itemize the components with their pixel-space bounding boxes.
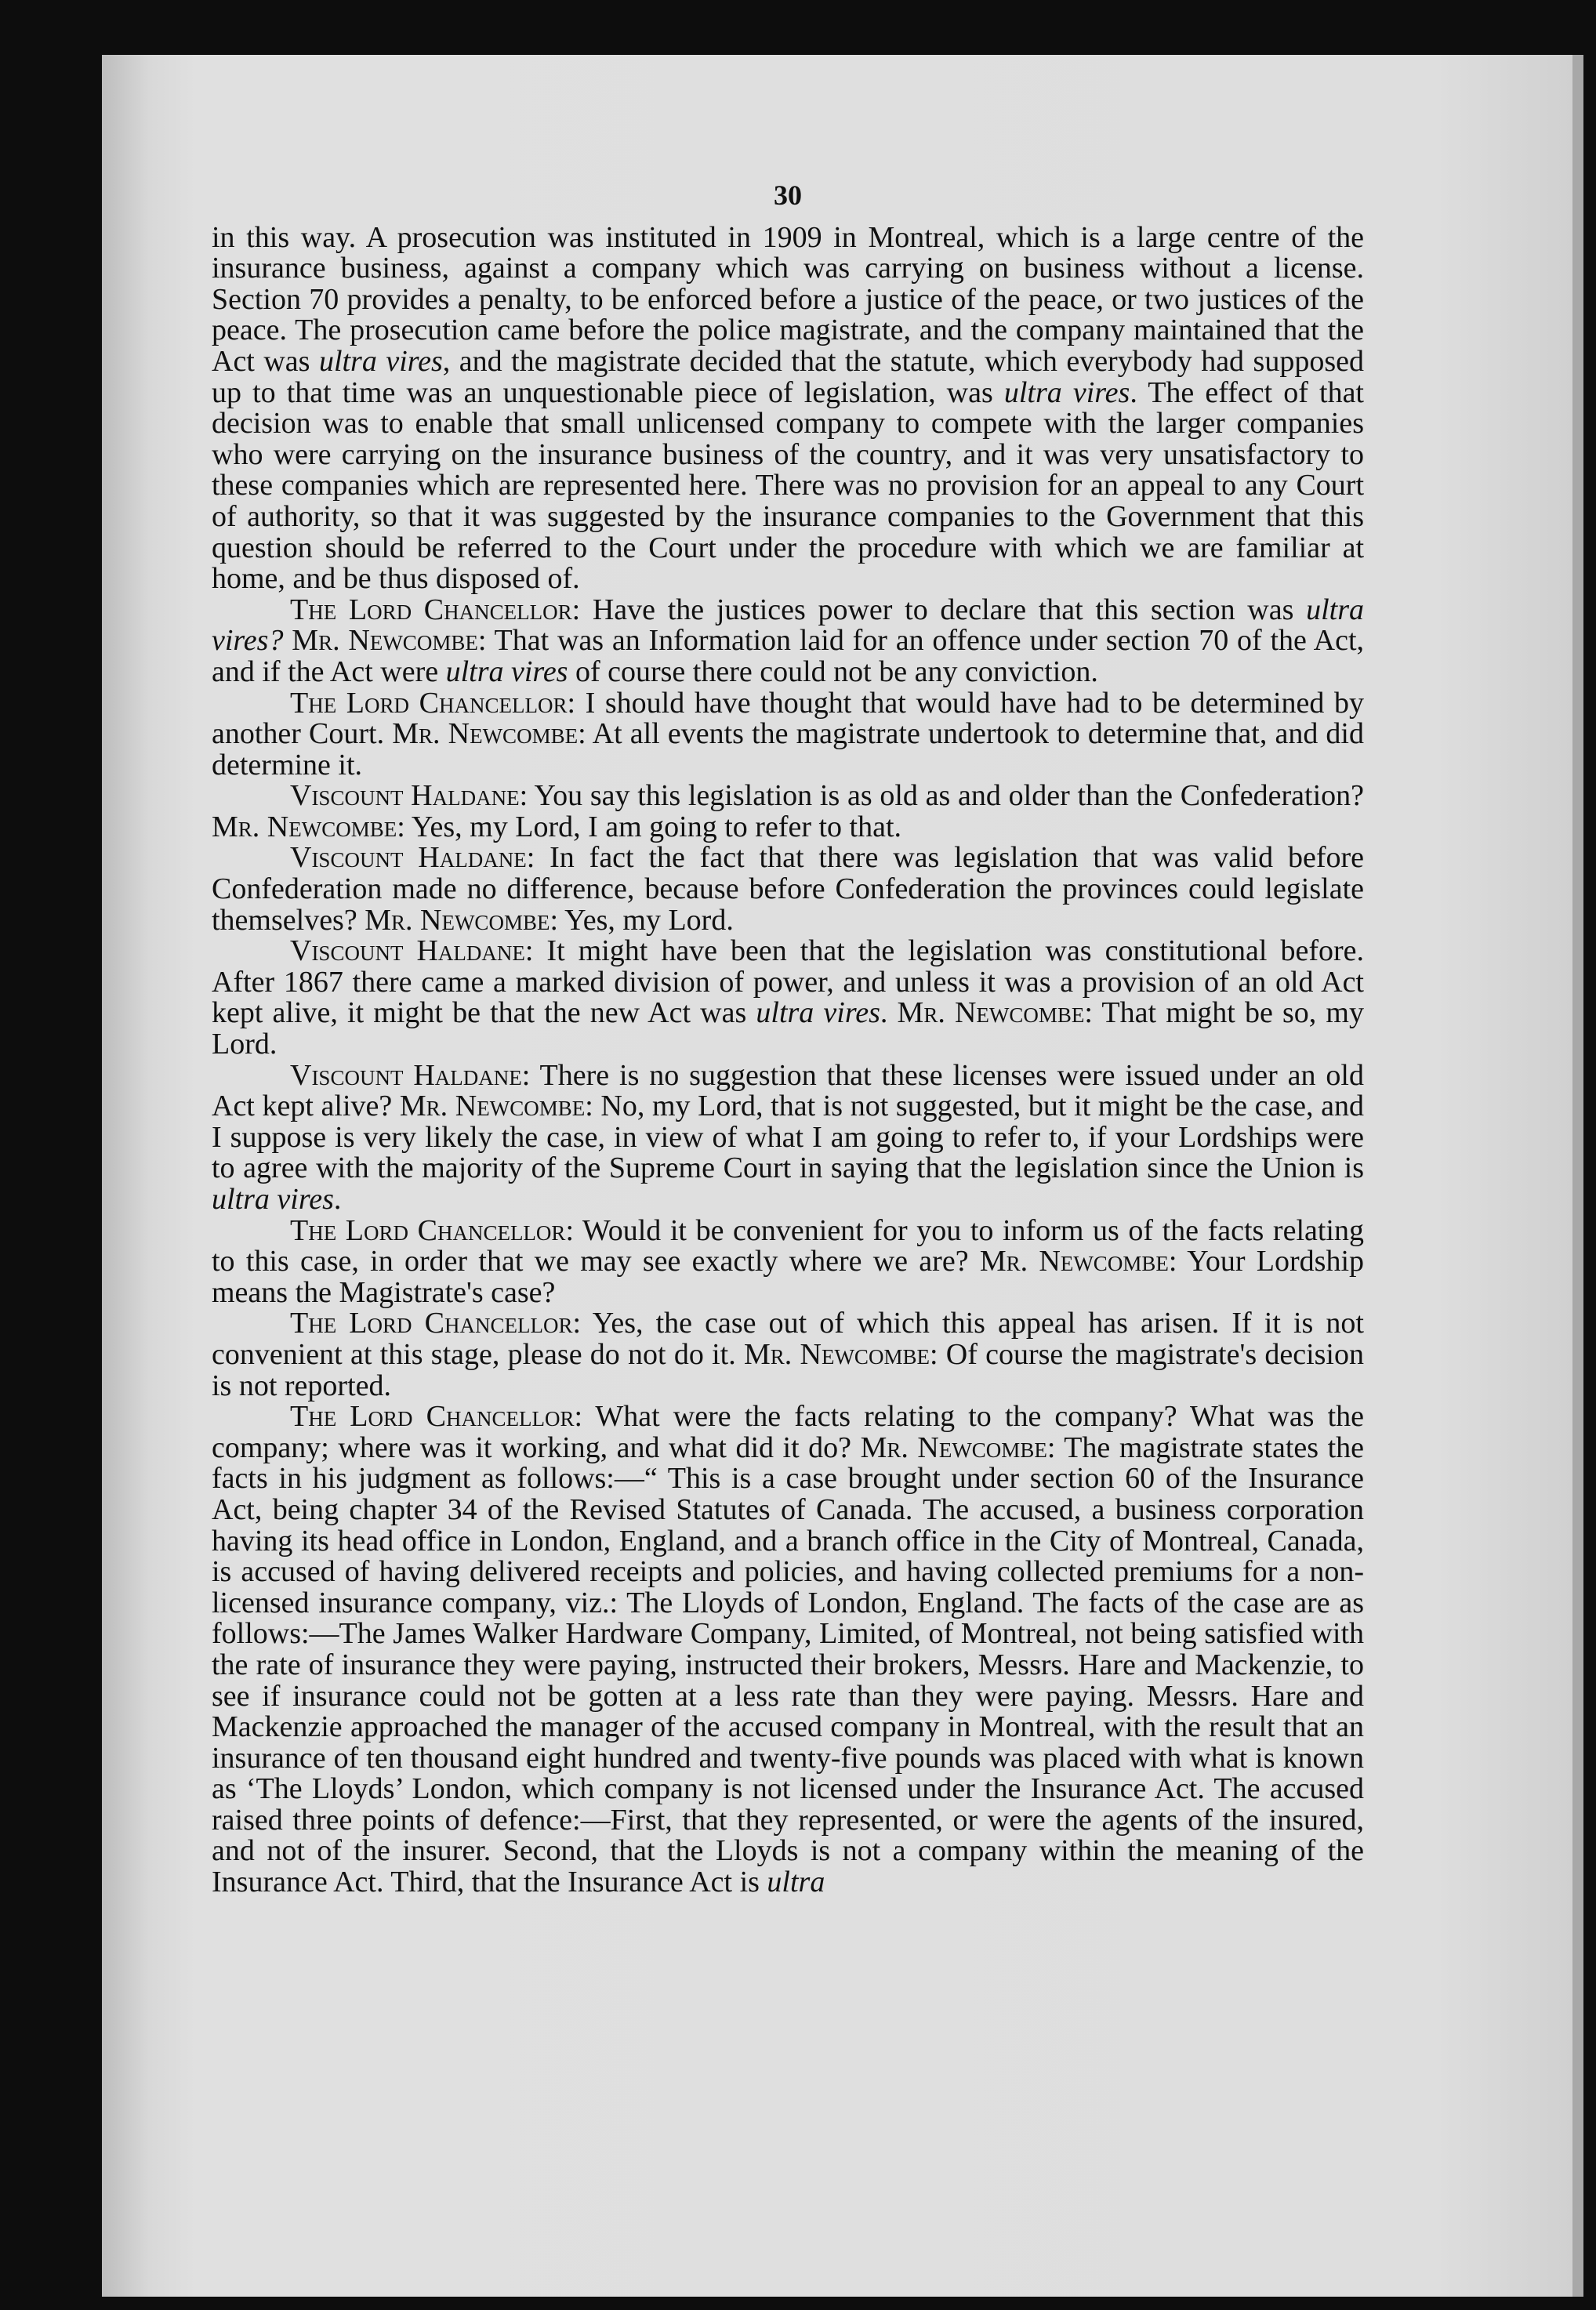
- paragraph: [212, 688, 1364, 781]
- italic-text: ultra vires: [318, 344, 443, 378]
- speaker-name: The Lord Chancellor: [290, 686, 568, 720]
- text-block: [212, 180, 1364, 1898]
- text-segment: of course there could not be any conviction.: [568, 655, 1098, 688]
- text-segment: : I should have thought that would have had to be determined by another Court.: [212, 686, 1364, 751]
- italic-text: ultra vires: [1003, 375, 1130, 409]
- speaker-name: The Lord Chancellor: [290, 593, 572, 626]
- text-segment: : That was an Information laid for an offence under section 70 of the Act, and if the Act were: [212, 624, 1365, 688]
- text-segment: : Yes, the case out of which this appeal has arisen. If it is not convenient at this stage, please do not do it.: [212, 1307, 1364, 1371]
- speaker-name: Mr. Newcombe: [897, 996, 1085, 1030]
- text-segment: : You say this legislation is as old as and older than the Confederation?: [519, 779, 1365, 813]
- italic-text: ultra vires: [445, 655, 568, 688]
- speaker-name: Mr. Newcombe: [979, 1245, 1169, 1278]
- paragraph: [212, 781, 1364, 843]
- text-segment: : It might have been that the legislation was constitutional before. After 1867 there came a marked division of power, and unless it was a provision of an old Act kept alive, it might be that the new Act was: [212, 934, 1364, 1030]
- italic-text: ultra: [767, 1866, 825, 1899]
- page-edge: [1572, 55, 1583, 2297]
- text-segment: : Would it be convenient for you to inform us of the facts relating to this case, in order that we may see exactly where we are?: [212, 1213, 1364, 1278]
- paragraph: [212, 220, 1364, 596]
- speaker-name: Viscount Haldane: [290, 1058, 522, 1092]
- speaker-name: Viscount Haldane: [290, 779, 520, 813]
- speaker-name: Mr. Newcombe: [212, 810, 397, 843]
- speaker-name: Mr. Newcombe: [743, 1337, 930, 1371]
- italic-text: ultra vires: [756, 996, 880, 1030]
- text-segment: : The magistrate states the facts in his judgment as follows:—“ This is a case brought under section 60 of the Insurance Act, being chapter 34 of the Revised Statutes of Canada. The accused, a business corporation having its head office in London, England, and a branch office in the City of Montreal, Canada, is accused of having delivered receipts and policies, and having collected premiums for a non-licensed insurance company, viz.: The Lloyds of London, England. The facts of the case are as follows:—The James Walker Hardware Company, Limited, of Montreal, not being satisfied with the rate of insurance they were paying, instructed their brokers, Messrs. Hare and Mackenzie, to see if insurance could not be gotten at a less rate than they were paying. Messrs. Hare and Mackenzie approached the manager of the accused company in Montreal, with the result that an insurance of ten thousand eight hundred and twenty-five pounds was placed with what is known as ‘The Lloyds’ London, which company is not licensed under the Insurance Act. The accused raised three points of defence:—First, that they represented, or were the agents of the insured, and not of the insurer. Second, that the Lloyds is not a company within the meaning of the Insurance Act. Third, that the Insurance Act is: [212, 1431, 1364, 1899]
- speaker-name: Mr. Newcombe: [292, 624, 478, 658]
- text-segment: : That might be so, my Lord.: [212, 996, 1364, 1061]
- paragraph: [212, 1308, 1364, 1402]
- text-segment: : In fact the fact that there was legislation that was valid before Confederation made no difference, because before Confederation the provinces could legislate themselves?: [212, 841, 1364, 937]
- text-segment: : There is no suggestion that these licenses were issued under an old Act kept alive?: [212, 1058, 1364, 1123]
- page-number: 30: [774, 180, 802, 211]
- text-segment: : Yes, my Lord.: [550, 903, 734, 937]
- text-segment: .: [333, 1183, 342, 1216]
- paragraph: [212, 595, 1364, 688]
- text-segment: [283, 624, 292, 657]
- text-segment: : Have the justices power to declare that this section was: [571, 593, 1307, 626]
- text-segment: , and the magistrate decided that the statute, which everybody had supposed up to that time was an unquestionable piece of legislation, was: [212, 344, 1364, 409]
- paragraph: [212, 1402, 1364, 1898]
- text-segment: : At all events the magistrate undertook to determine that, and did determine it.: [212, 717, 1364, 781]
- speaker-name: Mr. Newcombe: [860, 1431, 1047, 1464]
- text-segment: : Yes, my Lord, I am going to refer to that.: [397, 810, 902, 843]
- speaker-name: Viscount Haldane: [290, 934, 525, 968]
- speaker-name: Mr. Newcombe: [365, 903, 550, 937]
- paragraph: [212, 1058, 1364, 1216]
- speaker-name: Mr. Newcombe: [399, 1090, 586, 1123]
- paragraph: [212, 843, 1364, 936]
- text-segment: . The effect of that decision was to enable that small unlicensed company to compete with the larger companies who were carrying on the insurance business of the country, and it was very unsatisfactory to these companies which are represented here. There was no provision for an appeal to any Court of authority, so that it was suggested by the insurance companies to the Government that this question should be referred to the Court under the procedure with which we are familiar at home, and be thus disposed of.: [212, 375, 1364, 596]
- paragraph: [212, 936, 1364, 1060]
- text-segment: : Your Lordship means the Magistrate's case?: [212, 1245, 1365, 1309]
- paragraph: [212, 1213, 1365, 1309]
- text-segment: in this way. A prosecution was instituted in 1909 in Montreal, which is a large centre of the insurance business, against a company which was carrying on business without a license. Section 70 provides a penalty, to be enforced before a justice of the peace, or two justices of the peace. The prosecution came before the police magistrate, and the company maintained that the Act was: [212, 220, 1364, 378]
- speaker-name: The Lord Chancellor: [290, 1400, 575, 1434]
- speaker-name: Mr. Newcombe: [392, 717, 579, 751]
- text-segment: : No, my Lord, that is not suggested, but it might be the case, and I suppose is very likely the case, in view of what I am going to refer to, if your Lordships were to agree with the majority of the Supreme Court in saying that the legislation since the Union is: [212, 1090, 1364, 1185]
- paragraphs: [212, 220, 1365, 1899]
- text-segment: .: [880, 996, 898, 1030]
- text-segment: : What were the facts relating to the company? What was the company; where was it working, and what did it do?: [212, 1400, 1364, 1464]
- speaker-name: Viscount Haldane: [290, 841, 527, 875]
- speaker-name: The Lord Chancellor: [290, 1213, 566, 1247]
- italic-text: ultra vires?: [212, 593, 1364, 658]
- text-segment: : Of course the magistrate's decision is not reported.: [212, 1337, 1364, 1402]
- italic-text: ultra vires: [212, 1183, 334, 1216]
- speaker-name: The Lord Chancellor: [290, 1307, 573, 1340]
